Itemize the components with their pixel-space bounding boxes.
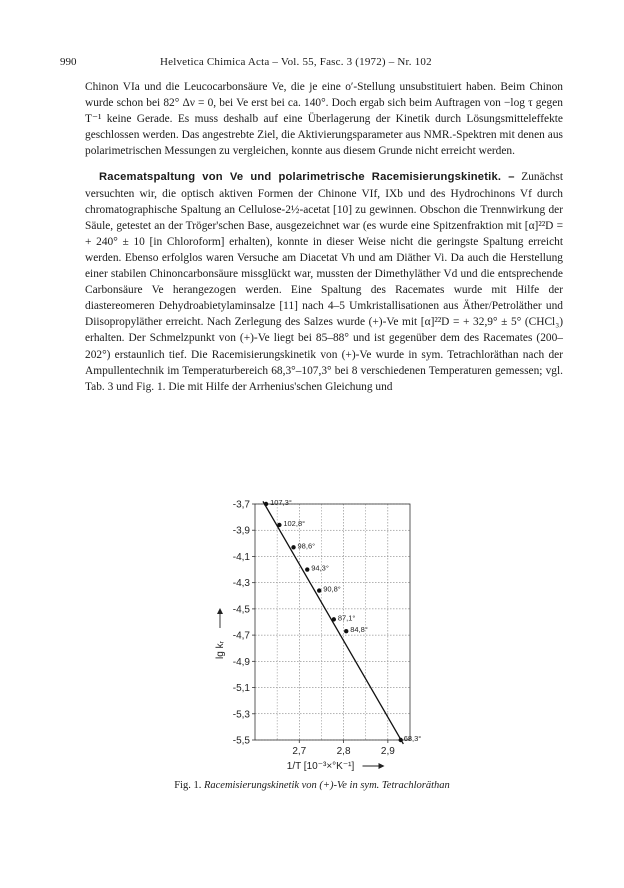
y-tick-label: -4,9 xyxy=(232,656,250,668)
data-point xyxy=(332,617,336,621)
data-point xyxy=(305,567,309,571)
data-point xyxy=(317,588,321,592)
y-tick-label: -4,5 xyxy=(232,604,250,616)
data-point xyxy=(291,545,295,549)
data-point-label: 68,3° xyxy=(403,734,422,743)
caption-label: Fig. 1. xyxy=(174,780,202,791)
paragraph-racemate-resolution xyxy=(85,169,563,394)
data-point xyxy=(344,629,348,633)
x-tick-label: 2,8 xyxy=(336,746,351,757)
data-point xyxy=(399,738,403,742)
caption-text: Racemisierungskinetik von (+)-Ve in sym. Tetrachloräthan xyxy=(203,780,450,791)
data-point-label: 87,1° xyxy=(337,613,356,623)
y-tick-label: -5,1 xyxy=(232,683,250,695)
data-point-label: 94,3° xyxy=(311,563,329,573)
x-axis-label: 1/T [10⁻³×°K⁻¹] xyxy=(286,761,355,772)
figure-caption xyxy=(60,780,564,791)
x-tick-label: 2,7 xyxy=(292,746,307,757)
y-tick-label: -4,7 xyxy=(232,630,250,642)
article-body xyxy=(85,79,563,395)
data-point-label: 107,3° xyxy=(270,498,292,507)
section-heading: Racematspaltung von Ve und polarimetrische Racemisierungskinetik. – xyxy=(99,171,515,184)
data-point-label: 84,8° xyxy=(350,625,368,635)
x-tick-label: 2,9 xyxy=(380,746,395,757)
chart-svg xyxy=(205,490,450,775)
page-number: 990 xyxy=(60,56,77,68)
arrhenius-chart xyxy=(205,490,450,775)
regression-line xyxy=(263,501,403,744)
data-point-label: 102,8° xyxy=(283,518,306,528)
y-tick-label: -5,3 xyxy=(232,709,250,721)
y-tick-label: -5,5 xyxy=(232,735,250,747)
data-point xyxy=(264,502,268,506)
running-header xyxy=(60,56,564,70)
paragraph-continuation: Chinon VIa und die Leucocarbonsäure Ve, die je eine o′-Stellung unsubstituiert haben. Beim Chinon wurde schon bei 82° Δν = 0, bei Ve erst bei ca. 140°. Doch ergab sich beim Auftragen von −log τ gegen T⁻¹ keine Gerade. Es muss deshalb auf eine Überlagerung der Kinetik durch Lösungsmitteleffekte geschlossen werden. Das angestrebte Ziel, die Aktivierungsparameter aus NMR.-Spektren mit denen aus polarimetrischen Messungen zu vergleichen, konnte aus diesem Grunde nicht erreicht werden. xyxy=(85,81,563,158)
paragraph-text: Zunächst versuchten wir, die optisch aktiven Formen der Chinone VIf, IXb und des Hydrochinons Vf durch chromatographische Spaltung an Cellulose-2½-acetat [10] zu gewinnen. Obschon die Trennwirkung der Säule, getestet an der Tröger'schen Base, ausgezeichnet war (es wurde eine Spitzenfraktion mit [α]²²D = + 240° ± 10 [in Chloroform] erhalten), konnte in dieser Weise nicht die geringste Spaltung erreicht werden. Ebenso erfolglos waren Versuche am Diacetat Vh und am Diäther Vi. Da auch die Herstellung einer stabilen Chinoncarbonsäure missglückt war, mussten der Dimethyläther Vd und die entsprechende Carbonsäure Ve herangezogen werden. Eine Spaltung des Racemates wurde mit Hilfe der diastereomeren Dehydroabietylaminsalze [11] nach 4–5 Umkristallisationen aus Äther/Petroläther und Diisopropyläther erreicht. Nach Zerlegung des Salzes wurde (+)-Ve mit [α]²²D = + 32,9° ± 5° (CHCl₃) erhalten. Der Schmelzpunkt von (+)-Ve liegt bei 85–88° und ist gegenüber dem des Racemates (200–202°) erstaunlich tief. Die Racemisierungskinetik von (+)-Ve wurde in sym. Tetrachloräthan nach der Ampullentechnik im Temperaturbereich 68,3°–107,3° bei 8 verschiedenen Temperaturen gemessen; vgl. Tab. 3 und Fig. 1. Die mit Hilfe der Arrhenius'schen Gleichung und xyxy=(85,171,563,393)
y-tick-label: -4,1 xyxy=(232,551,250,563)
x-axis-arrow-head xyxy=(379,763,385,769)
journal-running-head: Helvetica Chimica Acta – Vol. 55, Fasc. 3 (1972) – Nr. 102 xyxy=(160,56,432,68)
y-tick-label: -3,9 xyxy=(232,525,250,537)
data-point-label: 98,6° xyxy=(297,541,316,551)
y-tick-label: -4,3 xyxy=(232,578,250,590)
y-axis-label: lg kᵣ xyxy=(215,641,226,659)
y-axis-arrow-head xyxy=(217,608,223,614)
data-point-label: 90,8° xyxy=(323,584,341,594)
data-point xyxy=(277,523,281,527)
y-tick-label: -3,7 xyxy=(232,499,250,511)
